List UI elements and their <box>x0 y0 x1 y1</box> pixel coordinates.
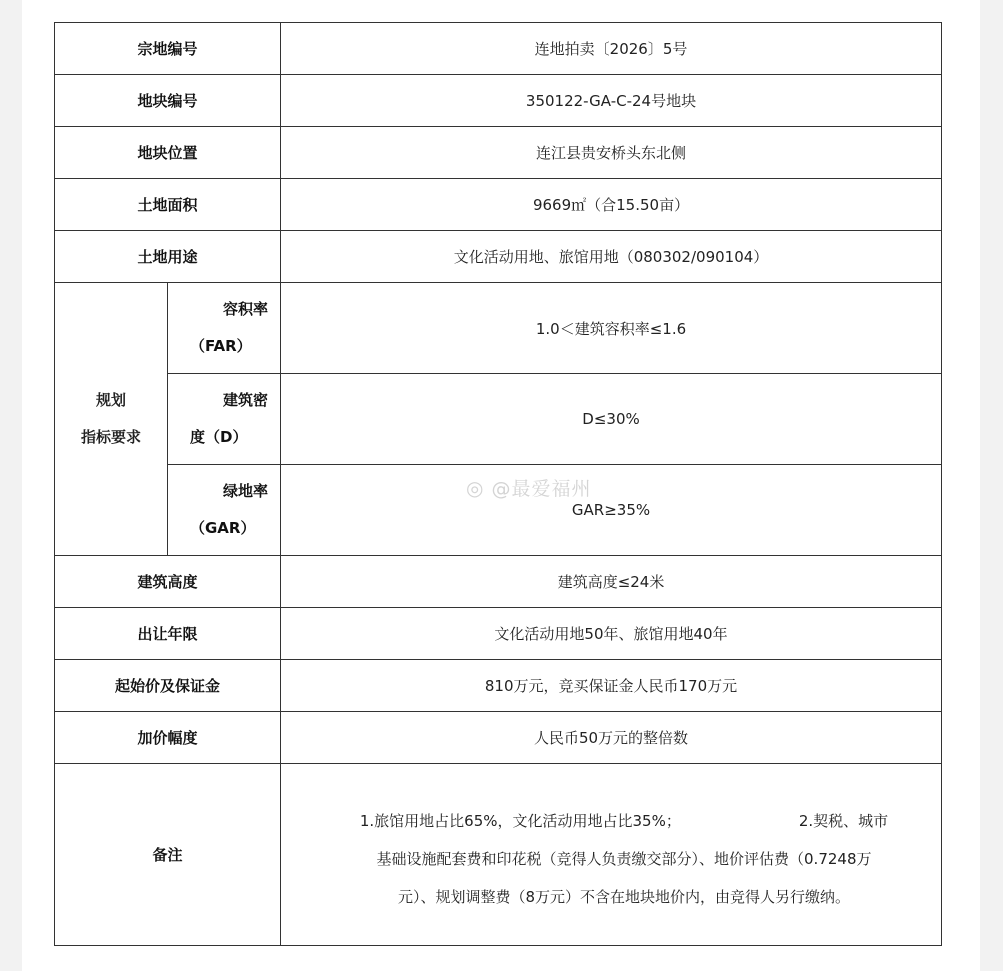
table-row <box>55 23 942 75</box>
table-row <box>55 283 942 374</box>
table-row <box>55 712 942 764</box>
weibo-icon: ◎ <box>466 476 485 500</box>
table-row <box>55 374 942 465</box>
table-row <box>55 179 942 231</box>
table-row <box>55 231 942 283</box>
planning-group-label <box>55 283 168 556</box>
planning-label-density <box>168 374 281 465</box>
planning-group-line2: 指标要求 <box>80 428 141 446</box>
row-value-land-use: 文化活动用地、旅馆用地（080302/090104） <box>281 231 942 283</box>
table-row <box>55 75 942 127</box>
row-label-increment: 加价幅度 <box>55 712 281 764</box>
row-value-plot-no: 350122-GA-C-24号地块 <box>281 75 942 127</box>
planning-label-green-line1: 绿地率 <box>223 482 269 500</box>
remarks-line1b: 2.契税、城市 <box>798 811 889 830</box>
row-label-term: 出让年限 <box>55 608 281 660</box>
row-label-land-use: 土地用途 <box>55 231 281 283</box>
row-value-start-price: 810万元，竞买保证金人民币170万元 <box>281 660 942 712</box>
row-value-location: 连江县贵安桥头东北侧 <box>281 127 942 179</box>
planning-label-far-line1: 容积率 <box>223 300 269 318</box>
land-info-table <box>54 22 942 946</box>
table-row <box>55 127 942 179</box>
remarks-line1a: 1.旅馆用地占比65%，文化活动用地占比35%； <box>359 811 681 830</box>
planning-value-far: 1.0＜建筑容积率≤1.6 <box>281 283 942 374</box>
table-row <box>55 608 942 660</box>
row-label-location: 地块位置 <box>55 127 281 179</box>
watermark-text: @最爱福州 <box>491 478 592 500</box>
row-label-area: 土地面积 <box>55 179 281 231</box>
planning-label-green <box>168 465 281 556</box>
planning-label-green-line2: （GAR） <box>190 519 256 537</box>
row-value-increment: 人民币50万元的整倍数 <box>281 712 942 764</box>
row-value-remarks <box>281 764 942 946</box>
row-label-plot-no: 地块编号 <box>55 75 281 127</box>
planning-group-line1: 规划 <box>95 391 126 409</box>
planning-label-density-line2: 度（D） <box>190 428 248 446</box>
row-label-parcel-no: 宗地编号 <box>55 23 281 75</box>
row-label-remarks: 备注 <box>55 764 281 946</box>
table-row <box>55 465 942 556</box>
table-row <box>55 660 942 712</box>
row-value-term: 文化活动用地50年、旅馆用地40年 <box>281 608 942 660</box>
row-label-start-price: 起始价及保证金 <box>55 660 281 712</box>
row-value-parcel-no: 连地拍卖〔2026〕5号 <box>281 23 942 75</box>
row-label-height: 建筑高度 <box>55 556 281 608</box>
document-page <box>22 0 980 971</box>
planning-value-density: D≤30% <box>281 374 942 465</box>
row-value-area: 9669㎡（合15.50亩） <box>281 179 942 231</box>
row-value-height: 建筑高度≤24米 <box>281 556 942 608</box>
planning-value-green: GAR≥35% <box>281 465 942 556</box>
planning-label-density-line1: 建筑密 <box>223 391 269 409</box>
remarks-line3: 元）、规划调整费（8万元）不含在地块地价内，由竞得人另行缴纳。 <box>397 887 851 906</box>
remarks-line2: 基础设施配套费和印花税（竞得人负责缴交部分）、地价评估费（0.7248万 <box>376 849 872 868</box>
table-row <box>55 556 942 608</box>
table-row <box>55 764 942 946</box>
planning-label-far-line2: （FAR） <box>190 337 252 355</box>
planning-label-far <box>168 283 281 374</box>
